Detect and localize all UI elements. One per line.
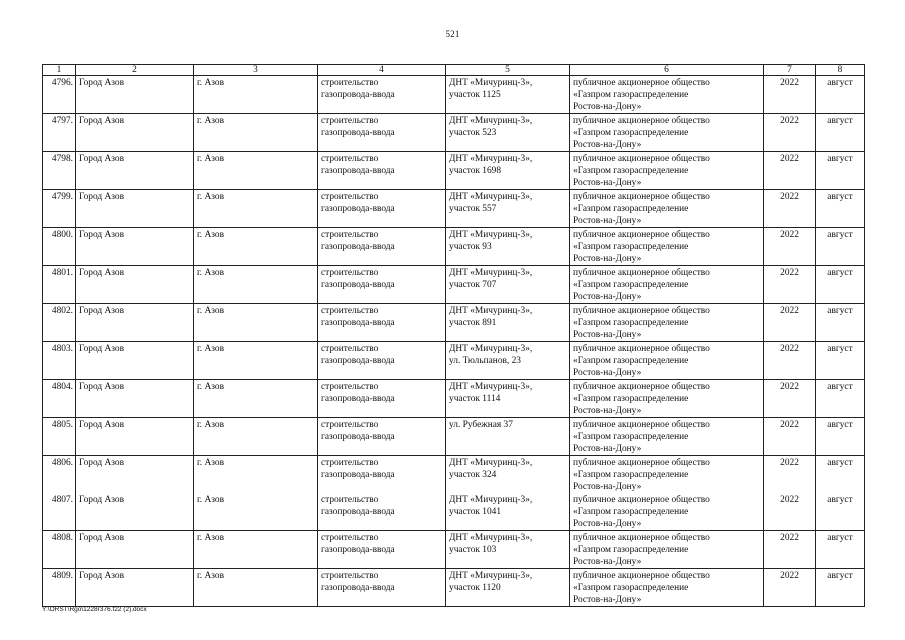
row-number-cell: 4804. bbox=[43, 380, 76, 418]
organization-cell-line: публичное акционерное общество bbox=[573, 382, 710, 392]
work-type-cell-line: газопровода-ввода bbox=[321, 166, 395, 176]
organization-cell-line: публичное акционерное общество bbox=[573, 154, 710, 164]
organization-cell-line: публичное акционерное общество bbox=[573, 458, 710, 468]
organization-cell-line: публичное акционерное общество bbox=[573, 344, 710, 354]
page-number: 521 bbox=[445, 29, 460, 39]
work-type-cell-line: газопровода-ввода bbox=[321, 242, 395, 252]
organization-cell-line: публичное акционерное общество bbox=[573, 230, 710, 240]
table-row bbox=[43, 76, 865, 114]
organization-cell-line: «Газпром газораспределение bbox=[573, 128, 689, 138]
work-type-cell-line: строительство bbox=[321, 420, 379, 430]
settlement-cell: г. Азов bbox=[194, 266, 318, 304]
table-row bbox=[43, 380, 865, 418]
work-type-cell-line: газопровода-ввода bbox=[321, 507, 395, 517]
organization-cell-line: Ростов-на-Дону» bbox=[573, 102, 642, 112]
table-row bbox=[43, 228, 865, 266]
work-type-cell bbox=[318, 342, 446, 380]
region-cell: Город Азов bbox=[76, 266, 194, 304]
month-cell: август bbox=[816, 114, 865, 152]
row-number-cell: 4802. bbox=[43, 304, 76, 342]
address-cell bbox=[446, 114, 570, 152]
organization-cell-line: Ростов-на-Дону» bbox=[573, 254, 642, 264]
year-cell: 2022 bbox=[764, 190, 816, 228]
year-cell: 2022 bbox=[764, 531, 816, 569]
month-cell: август bbox=[816, 456, 865, 494]
address-cell-line: ДНТ «Мичуринц-3», bbox=[449, 571, 533, 581]
settlement-cell: г. Азов bbox=[194, 418, 318, 456]
work-type-cell bbox=[318, 531, 446, 569]
region-cell: Город Азов bbox=[76, 228, 194, 266]
year-cell: 2022 bbox=[764, 569, 816, 607]
region-cell: Город Азов bbox=[76, 342, 194, 380]
organization-cell-line: публичное акционерное общество bbox=[573, 192, 710, 202]
year-cell: 2022 bbox=[764, 493, 816, 531]
table-header-row bbox=[43, 65, 865, 76]
organization-cell bbox=[570, 190, 764, 228]
address-cell-line: участок 1698 bbox=[449, 166, 502, 176]
address-cell-line: участок 707 bbox=[449, 280, 497, 290]
settlement-cell: г. Азов bbox=[194, 493, 318, 531]
table-row bbox=[43, 493, 865, 531]
table-row bbox=[43, 266, 865, 304]
organization-cell-line: публичное акционерное общество bbox=[573, 495, 710, 505]
region-cell: Город Азов bbox=[76, 76, 194, 114]
table-row bbox=[43, 304, 865, 342]
organization-cell-line: Ростов-на-Дону» bbox=[573, 330, 642, 340]
address-cell bbox=[446, 304, 570, 342]
work-type-cell bbox=[318, 380, 446, 418]
settlement-cell: г. Азов bbox=[194, 456, 318, 494]
month-cell: август bbox=[816, 228, 865, 266]
row-number-cell: 4807. bbox=[43, 493, 76, 531]
address-cell-line: участок 1114 bbox=[449, 394, 501, 404]
work-type-cell-line: строительство bbox=[321, 230, 379, 240]
work-type-cell-line: строительство bbox=[321, 571, 379, 581]
work-type-cell-line: строительство bbox=[321, 154, 379, 164]
work-type-cell-line: строительство bbox=[321, 116, 379, 126]
work-type-cell-line: строительство bbox=[321, 344, 379, 354]
table-row bbox=[43, 456, 865, 494]
row-number-cell: 4799. bbox=[43, 190, 76, 228]
column-header: 1 bbox=[43, 65, 76, 76]
work-type-cell-line: строительство bbox=[321, 192, 379, 202]
organization-cell-line: «Газпром газораспределение bbox=[573, 90, 689, 100]
organization-cell-line: Ростов-на-Дону» bbox=[573, 178, 642, 188]
address-cell bbox=[446, 228, 570, 266]
settlement-cell: г. Азов bbox=[194, 190, 318, 228]
organization-cell-line: «Газпром газораспределение bbox=[573, 356, 689, 366]
row-number-cell: 4805. bbox=[43, 418, 76, 456]
address-cell-line: участок 93 bbox=[449, 242, 492, 252]
year-cell: 2022 bbox=[764, 304, 816, 342]
organization-cell bbox=[570, 418, 764, 456]
organization-cell-line: Ростов-на-Дону» bbox=[573, 140, 642, 150]
work-type-cell-line: газопровода-ввода bbox=[321, 128, 395, 138]
column-header: 7 bbox=[764, 65, 816, 76]
column-header: 8 bbox=[816, 65, 865, 76]
work-type-cell bbox=[318, 76, 446, 114]
address-cell-line: ДНТ «Мичуринц-3», bbox=[449, 78, 533, 88]
row-number-cell: 4800. bbox=[43, 228, 76, 266]
month-cell: август bbox=[816, 342, 865, 380]
region-cell: Город Азов bbox=[76, 569, 194, 607]
work-type-cell-line: газопровода-ввода bbox=[321, 545, 395, 555]
month-cell: август bbox=[816, 266, 865, 304]
year-cell: 2022 bbox=[764, 380, 816, 418]
table-row bbox=[43, 152, 865, 190]
year-cell: 2022 bbox=[764, 76, 816, 114]
region-cell: Город Азов bbox=[76, 456, 194, 494]
column-header: 2 bbox=[76, 65, 194, 76]
region-cell: Город Азов bbox=[76, 114, 194, 152]
work-type-cell bbox=[318, 493, 446, 531]
settlement-cell: г. Азов bbox=[194, 228, 318, 266]
organization-cell-line: «Газпром газораспределение bbox=[573, 204, 689, 214]
table-row bbox=[43, 531, 865, 569]
address-cell bbox=[446, 190, 570, 228]
column-header: 3 bbox=[194, 65, 318, 76]
organization-cell bbox=[570, 493, 764, 531]
year-cell: 2022 bbox=[764, 418, 816, 456]
work-type-cell-line: строительство bbox=[321, 382, 379, 392]
organization-cell-line: «Газпром газораспределение bbox=[573, 545, 689, 555]
organization-cell bbox=[570, 152, 764, 190]
organization-cell-line: публичное акционерное общество bbox=[573, 306, 710, 316]
row-number-cell: 4797. bbox=[43, 114, 76, 152]
settlement-cell: г. Азов bbox=[194, 380, 318, 418]
work-type-cell bbox=[318, 304, 446, 342]
table-body bbox=[43, 76, 865, 607]
organization-cell-line: Ростов-на-Дону» bbox=[573, 595, 642, 605]
month-cell: август bbox=[816, 190, 865, 228]
organization-cell-line: «Газпром газораспределение bbox=[573, 166, 689, 176]
column-header: 6 bbox=[570, 65, 764, 76]
organization-cell bbox=[570, 531, 764, 569]
address-cell bbox=[446, 152, 570, 190]
region-cell: Город Азов bbox=[76, 418, 194, 456]
organization-cell bbox=[570, 266, 764, 304]
work-type-cell bbox=[318, 266, 446, 304]
address-cell bbox=[446, 569, 570, 607]
work-type-cell bbox=[318, 569, 446, 607]
row-number-cell: 4809. bbox=[43, 569, 76, 607]
organization-cell-line: «Газпром газораспределение bbox=[573, 583, 689, 593]
address-cell bbox=[446, 493, 570, 531]
settlement-cell: г. Азов bbox=[194, 152, 318, 190]
address-cell-line: участок 324 bbox=[449, 470, 497, 480]
month-cell: август bbox=[816, 418, 865, 456]
organization-cell-line: «Газпром газораспределение bbox=[573, 318, 689, 328]
settlement-cell: г. Азов bbox=[194, 76, 318, 114]
work-type-cell bbox=[318, 456, 446, 494]
organization-cell-line: публичное акционерное общество bbox=[573, 533, 710, 543]
column-header: 4 bbox=[318, 65, 446, 76]
address-cell bbox=[446, 76, 570, 114]
organization-cell-line: «Газпром газораспределение bbox=[573, 432, 689, 442]
month-cell: август bbox=[816, 531, 865, 569]
row-number-cell: 4796. bbox=[43, 76, 76, 114]
work-type-cell-line: газопровода-ввода bbox=[321, 394, 395, 404]
organization-cell-line: Ростов-на-Дону» bbox=[573, 519, 642, 529]
organization-cell-line: Ростов-на-Дону» bbox=[573, 444, 642, 454]
region-cell: Город Азов bbox=[76, 531, 194, 569]
region-cell: Город Азов bbox=[76, 493, 194, 531]
month-cell: август bbox=[816, 152, 865, 190]
organization-cell-line: «Газпром газораспределение bbox=[573, 507, 689, 517]
address-cell-line: участок 1041 bbox=[449, 507, 502, 517]
organization-cell-line: Ростов-на-Дону» bbox=[573, 406, 642, 416]
organization-cell-line: публичное акционерное общество bbox=[573, 571, 710, 581]
work-type-cell-line: газопровода-ввода bbox=[321, 318, 395, 328]
work-type-cell bbox=[318, 228, 446, 266]
address-cell-line: ДНТ «Мичуринц-3», bbox=[449, 306, 533, 316]
address-cell-line: ДНТ «Мичуринц-3», bbox=[449, 230, 533, 240]
organization-cell-line: Ростов-на-Дону» bbox=[573, 216, 642, 226]
address-cell-line: ДНТ «Мичуринц-3», bbox=[449, 533, 533, 543]
region-cell: Город Азов bbox=[76, 304, 194, 342]
organization-cell-line: Ростов-на-Дону» bbox=[573, 482, 642, 492]
organization-cell-line: Ростов-на-Дону» bbox=[573, 368, 642, 378]
address-cell bbox=[446, 380, 570, 418]
document-file-path: Y:\ORST\Rgo\1228r376.f22 (2).docx bbox=[42, 606, 147, 613]
row-number-cell: 4808. bbox=[43, 531, 76, 569]
year-cell: 2022 bbox=[764, 456, 816, 494]
address-cell-line: ДНТ «Мичуринц-3», bbox=[449, 192, 533, 202]
gas-pipeline-schedule-table bbox=[42, 64, 865, 607]
table-container bbox=[42, 64, 864, 605]
work-type-cell-line: газопровода-ввода bbox=[321, 583, 395, 593]
organization-cell bbox=[570, 342, 764, 380]
settlement-cell: г. Азов bbox=[194, 569, 318, 607]
row-number-cell: 4806. bbox=[43, 456, 76, 494]
address-cell-line: ДНТ «Мичуринц-3», bbox=[449, 495, 533, 505]
row-number-cell: 4801. bbox=[43, 266, 76, 304]
address-cell bbox=[446, 342, 570, 380]
organization-cell bbox=[570, 456, 764, 494]
table-row bbox=[43, 342, 865, 380]
address-cell-line: ДНТ «Мичуринц-3», bbox=[449, 268, 533, 278]
address-cell-line: ДНТ «Мичуринц-3», bbox=[449, 382, 533, 392]
region-cell: Город Азов bbox=[76, 190, 194, 228]
work-type-cell-line: строительство bbox=[321, 533, 379, 543]
work-type-cell bbox=[318, 190, 446, 228]
settlement-cell: г. Азов bbox=[194, 114, 318, 152]
organization-cell bbox=[570, 76, 764, 114]
organization-cell-line: публичное акционерное общество bbox=[573, 268, 710, 278]
address-cell-line: ул. Тюльпанов, 23 bbox=[449, 356, 521, 366]
address-cell-line: ДНТ «Мичуринц-3», bbox=[449, 344, 533, 354]
settlement-cell: г. Азов bbox=[194, 531, 318, 569]
address-cell-line: ул. Рубежная 37 bbox=[449, 420, 513, 430]
address-cell-line: участок 103 bbox=[449, 545, 497, 555]
address-cell-line: участок 523 bbox=[449, 128, 497, 138]
year-cell: 2022 bbox=[764, 228, 816, 266]
organization-cell-line: «Газпром газораспределение bbox=[573, 280, 689, 290]
address-cell-line: участок 891 bbox=[449, 318, 497, 328]
organization-cell bbox=[570, 569, 764, 607]
table-row bbox=[43, 114, 865, 152]
address-cell-line: ДНТ «Мичуринц-3», bbox=[449, 154, 533, 164]
month-cell: август bbox=[816, 569, 865, 607]
month-cell: август bbox=[816, 304, 865, 342]
organization-cell-line: Ростов-на-Дону» bbox=[573, 292, 642, 302]
work-type-cell bbox=[318, 152, 446, 190]
work-type-cell bbox=[318, 418, 446, 456]
address-cell-line: ДНТ «Мичуринц-3», bbox=[449, 116, 533, 126]
organization-cell-line: «Газпром газораспределение bbox=[573, 394, 689, 404]
address-cell-line: участок 1120 bbox=[449, 583, 501, 593]
work-type-cell bbox=[318, 114, 446, 152]
organization-cell bbox=[570, 304, 764, 342]
month-cell: август bbox=[816, 493, 865, 531]
table-row bbox=[43, 418, 865, 456]
work-type-cell-line: газопровода-ввода bbox=[321, 356, 395, 366]
organization-cell bbox=[570, 380, 764, 418]
column-header: 5 bbox=[446, 65, 570, 76]
address-cell-line: ДНТ «Мичуринц-3», bbox=[449, 458, 533, 468]
work-type-cell-line: газопровода-ввода bbox=[321, 204, 395, 214]
work-type-cell-line: строительство bbox=[321, 458, 379, 468]
organization-cell bbox=[570, 228, 764, 266]
organization-cell bbox=[570, 114, 764, 152]
row-number-cell: 4803. bbox=[43, 342, 76, 380]
table-row bbox=[43, 190, 865, 228]
work-type-cell-line: строительство bbox=[321, 306, 379, 316]
address-cell-line: участок 1125 bbox=[449, 90, 501, 100]
address-cell bbox=[446, 418, 570, 456]
work-type-cell-line: газопровода-ввода bbox=[321, 90, 395, 100]
organization-cell-line: публичное акционерное общество bbox=[573, 420, 710, 430]
organization-cell-line: Ростов-на-Дону» bbox=[573, 557, 642, 567]
address-cell bbox=[446, 531, 570, 569]
year-cell: 2022 bbox=[764, 266, 816, 304]
address-cell bbox=[446, 456, 570, 494]
month-cell: август bbox=[816, 380, 865, 418]
address-cell bbox=[446, 266, 570, 304]
month-cell: август bbox=[816, 76, 865, 114]
organization-cell-line: публичное акционерное общество bbox=[573, 78, 710, 88]
work-type-cell-line: газопровода-ввода bbox=[321, 432, 395, 442]
address-cell-line: участок 557 bbox=[449, 204, 497, 214]
year-cell: 2022 bbox=[764, 342, 816, 380]
year-cell: 2022 bbox=[764, 152, 816, 190]
work-type-cell-line: строительство bbox=[321, 268, 379, 278]
work-type-cell-line: газопровода-ввода bbox=[321, 280, 395, 290]
year-cell: 2022 bbox=[764, 114, 816, 152]
work-type-cell-line: строительство bbox=[321, 78, 379, 88]
organization-cell-line: «Газпром газораспределение bbox=[573, 470, 689, 480]
settlement-cell: г. Азов bbox=[194, 342, 318, 380]
row-number-cell: 4798. bbox=[43, 152, 76, 190]
work-type-cell-line: строительство bbox=[321, 495, 379, 505]
settlement-cell: г. Азов bbox=[194, 304, 318, 342]
organization-cell-line: «Газпром газораспределение bbox=[573, 242, 689, 252]
region-cell: Город Азов bbox=[76, 152, 194, 190]
region-cell: Город Азов bbox=[76, 380, 194, 418]
table-row bbox=[43, 569, 865, 607]
work-type-cell-line: газопровода-ввода bbox=[321, 470, 395, 480]
organization-cell-line: публичное акционерное общество bbox=[573, 116, 710, 126]
